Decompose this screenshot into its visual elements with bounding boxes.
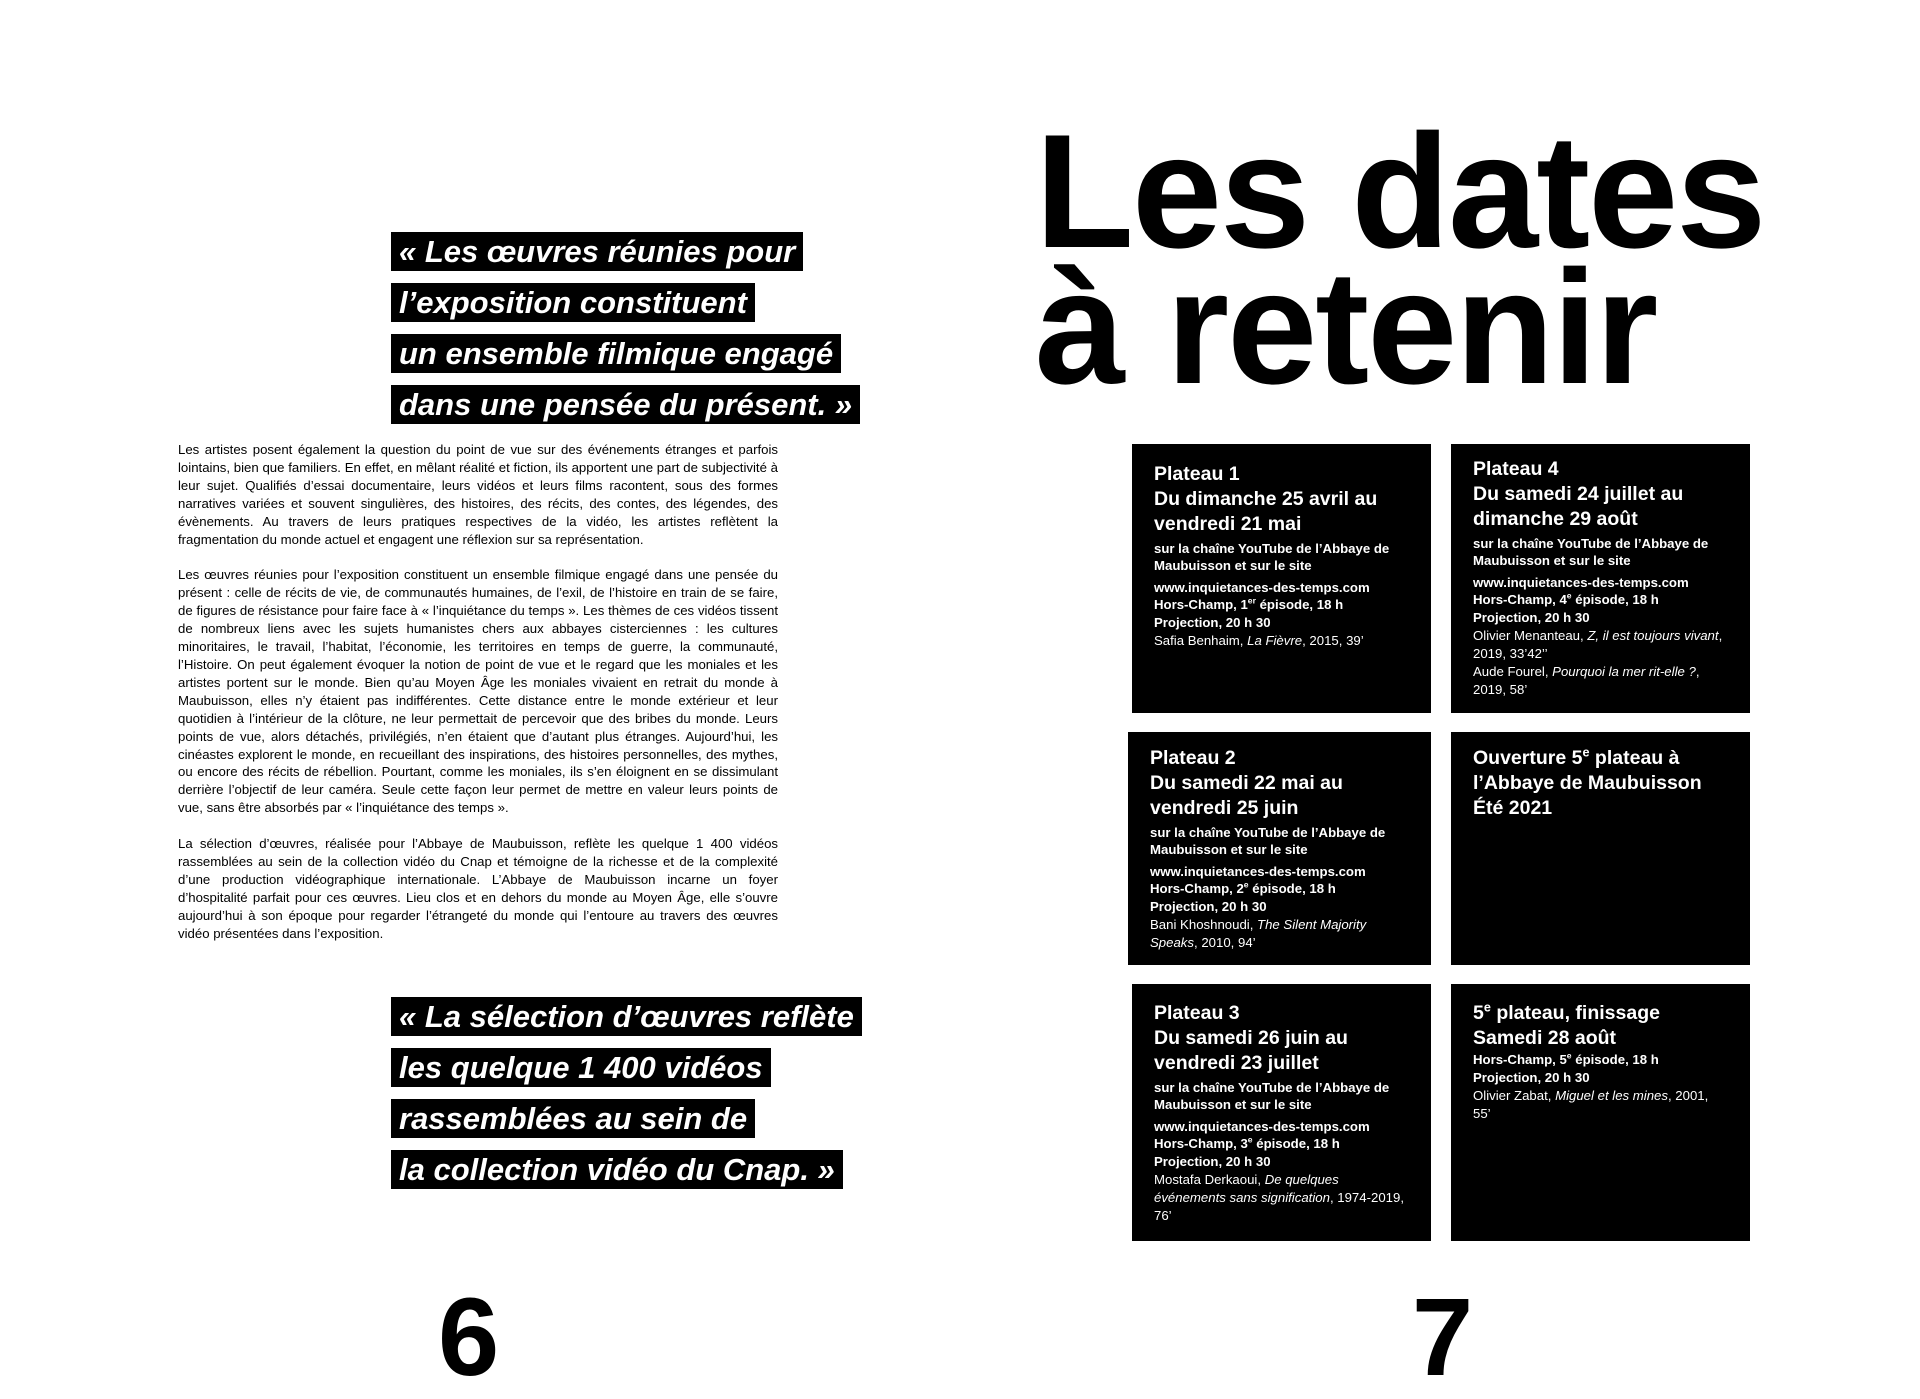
body-text (178, 441, 778, 961)
card-website: www.inquietances-des-temps.com (1473, 574, 1689, 590)
pull-quote-line: les quelque 1 400 vidéos (391, 1048, 771, 1087)
card-website: www.inquietances-des-temps.com (1154, 579, 1370, 595)
card-dates: Du dimanche 25 avril au vendredi 21 mai (1154, 488, 1378, 535)
card-film (1154, 632, 1409, 650)
date-card-plateau-3 (1132, 984, 1431, 1241)
card-hors-champ (1473, 591, 1728, 609)
card-film (1473, 1087, 1728, 1123)
date-card-plateau-1 (1132, 444, 1431, 713)
film-info: , 2019, 33’42’’ (1473, 628, 1723, 662)
hors-champ-text: Hors-Champ, 5 (1473, 1052, 1567, 1067)
card-title-text: plateau à l’Abbaye de Maubuisson (1473, 747, 1702, 794)
film-author: Olivier Menanteau, (1473, 628, 1588, 644)
page-number-left: 6 (438, 1276, 500, 1399)
pull-quote-line: un ensemble filmique engagé (391, 334, 841, 373)
card-website: www.inquietances-des-temps.com (1154, 1118, 1370, 1134)
card-title-text: 5 (1473, 1002, 1484, 1024)
film-author: Aude Fourel, (1473, 664, 1553, 680)
card-projection: Projection, 20 h 30 (1154, 1154, 1271, 1170)
paragraph: Les artistes posent également la question du point de vue sur des événements étranges et parfois lointains, bien que familiers. En effet, en mêlant réalité et fiction, ils apportent une part de subjectivité à leur sujet. Qualifiés d’essai documentaire, leurs vidéos et leurs films racontent, sous des formes narratives variées et souvent singulières, des histoires, des récits, des contes, des légendes, des évènements. Au travers de leurs pratiques respectives de la vidéo, les artistes reflètent la fragmentation du monde actuel et engagent une réflexion sur sa représentation. (178, 442, 778, 547)
film-author: Olivier Zabat, (1473, 1088, 1556, 1103)
card-title: Plateau 3 (1154, 1002, 1240, 1024)
ordinal-suffix: er (1247, 595, 1256, 606)
paragraph: Les œuvres réunies pour l’exposition constituent un ensemble filmique engagé dans une pensée du présent : celle de récits de vie, de communautés humaines, de l’exil, de l’histoire en train de se faire, de figures de résistance pour faire face à « l’inquiétance du temps ». Les thèmes de ces vidéos tissent de nombreux liens avec les sujets humanistes chers aux abbayes cisterciennes : les cultures minoritaires, le travail, l’habitat, l’économie, les territoires en temps de guerre, la communauté, l’Histoire. On peut également évoquer la notion de point de vue et le regard que les moniales et les artistes portent sur le monde. Bien qu’au Moyen Âge les moniales vivaient en retrait du monde à Maubuisson, elles n’y étaient pas indifférentes. Cette distance entre le monde extérieur et leur quotidien à l’intérieur de la clôture, ne leur permettait de percevoir que des bribes du monde. Leurs points de vue, alors détachés, privilégiés, n’en étaient que d’autant plus étranges. Aujourd’hui, les cinéastes explorent le monde, en recueillant des inspirations, des histoires personnelles, des mythes, ou encore des récits de rébellion. Pourtant, comme les moniales, ils s’en éloignent en se dissimulant derrière l’objectif de leur caméra. Seule cette façon leur permet de mettre en valeur leurs points de vue, sans être absorbés par « l’inquiétance des temps ». (178, 567, 778, 816)
pull-quote-line: la collection vidéo du Cnap. » (391, 1150, 843, 1189)
film-title: Pourquoi la mer rit-elle ? (1552, 664, 1696, 680)
pull-quote-bottom (391, 997, 862, 1201)
card-channel: sur la chaîne YouTube de l’Abbaye de Maubuisson et sur le site (1154, 541, 1390, 574)
card-film (1150, 916, 1409, 952)
card-projection: Projection, 20 h 30 (1154, 615, 1271, 631)
hors-champ-text: épisode, 18 h (1571, 592, 1659, 608)
film-author: Safia Benhaim, (1154, 633, 1248, 649)
pull-quote-line: « La sélection d’œuvres reflète (391, 997, 862, 1036)
card-hors-champ (1154, 596, 1409, 614)
film-info: , 2015, 39’ (1302, 633, 1364, 649)
film-author: Mostafa Derkaoui, (1154, 1172, 1265, 1188)
film-info: , 2019, 58’ (1473, 664, 1700, 698)
card-channel: sur la chaîne YouTube de l’Abbaye de Maubuisson et sur le site (1154, 1080, 1390, 1113)
card-projection: Projection, 20 h 30 (1473, 1070, 1590, 1085)
card-title (1473, 746, 1728, 796)
card-projection: Projection, 20 h 30 (1473, 610, 1590, 626)
hors-champ-text: Hors-Champ, 2 (1150, 881, 1244, 897)
film-info: , 2010, 94’ (1194, 935, 1256, 951)
card-dates: Samedi 28 août (1473, 1027, 1617, 1049)
card-title: Plateau 1 (1154, 463, 1240, 485)
card-film (1154, 1171, 1409, 1225)
hors-champ-text: épisode, 18 h (1252, 1136, 1340, 1152)
ordinal-suffix: e (1566, 1050, 1572, 1061)
card-dates: Du samedi 22 mai au vendredi 25 juin (1150, 772, 1343, 819)
pull-quote-line: l’exposition constituent (391, 283, 755, 322)
film-info: , 2001, 55’ (1473, 1088, 1709, 1121)
card-title-text: plateau, finissage (1490, 1002, 1660, 1024)
date-card-ouverture (1451, 732, 1750, 965)
date-card-plateau-2 (1128, 732, 1431, 965)
ordinal-suffix: e (1247, 1134, 1253, 1145)
film-info: , 1974-2019, 76’ (1154, 1190, 1404, 1224)
ordinal-suffix: e (1582, 745, 1590, 760)
page-title-line: à retenir (1035, 237, 1657, 418)
ordinal-suffix: e (1243, 879, 1249, 890)
card-title-text: Ouverture 5 (1473, 747, 1583, 769)
date-card-plateau-4 (1451, 444, 1750, 713)
card-season: Été 2021 (1473, 797, 1553, 819)
pull-quote-line: « Les œuvres réunies pour (391, 232, 803, 271)
card-hors-champ (1150, 880, 1409, 898)
card-title: Plateau 2 (1150, 747, 1236, 769)
film-title: The Silent Majority Speaks (1150, 917, 1367, 951)
film-title: La Fièvre (1247, 633, 1303, 649)
film-title: De quelques événements sans signification (1154, 1172, 1339, 1206)
card-title: Plateau 4 (1473, 458, 1559, 480)
film-title: Miguel et les mines (1555, 1088, 1668, 1103)
page-title (1035, 101, 1765, 418)
pull-quote-line: rassemblées au sein de (391, 1099, 755, 1138)
film-author: Bani Khoshnoudi, (1150, 917, 1258, 933)
card-channel: sur la chaîne YouTube de l’Abbaye de Maubuisson et sur le site (1150, 825, 1386, 858)
hors-champ-text: Hors-Champ, 1 (1154, 597, 1248, 613)
hors-champ-text: épisode, 18 h (1255, 597, 1344, 613)
card-title (1473, 1001, 1728, 1026)
pull-quote-line: dans une pensée du présent. » (391, 385, 860, 424)
card-dates: Du samedi 26 juin au vendredi 23 juillet (1154, 1027, 1348, 1074)
card-channel: sur la chaîne YouTube de l’Abbaye de Maubuisson et sur le site (1473, 536, 1709, 569)
card-film (1473, 663, 1728, 699)
hors-champ-text: Hors-Champ, 4 (1473, 592, 1567, 608)
page-number-right: 7 (1412, 1276, 1474, 1399)
ordinal-suffix: e (1566, 590, 1572, 601)
card-hors-champ (1473, 1051, 1728, 1069)
date-card-finissage (1451, 984, 1750, 1241)
paragraph: La sélection d’œuvres, réalisée pour l’Abbaye de Maubuisson, reflète les quelque 1 400 vidéos rassemblées au sein de la collection vidéo du Cnap et témoigne de la richesse et de la complexité d’une production vidéographique internationale. L’Abbaye de Maubuisson incarne un foyer d’hospitalité parfait pour ces œuvres. Lieu clos et en dehors du monde au Moyen Âge, elle s’ouvre aujourd’hui à son époque pour regarder l’étrangeté du monde qui l’entoure au travers des œuvres vidéo présentées dans l’exposition. (178, 836, 778, 941)
page-title-line: Les dates (1035, 101, 1765, 282)
film-title: Z, il est toujours vivant (1587, 628, 1719, 644)
card-hors-champ (1154, 1135, 1409, 1153)
card-projection: Projection, 20 h 30 (1150, 899, 1267, 915)
pull-quote-top (391, 232, 860, 436)
hors-champ-text: épisode, 18 h (1248, 881, 1336, 897)
card-film (1473, 627, 1728, 663)
ordinal-suffix: e (1483, 1000, 1491, 1015)
card-dates: Du samedi 24 juillet au dimanche 29 août (1473, 483, 1684, 530)
hors-champ-text: Hors-Champ, 3 (1154, 1136, 1248, 1152)
card-website: www.inquietances-des-temps.com (1150, 863, 1366, 879)
hors-champ-text: épisode, 18 h (1571, 1052, 1659, 1067)
